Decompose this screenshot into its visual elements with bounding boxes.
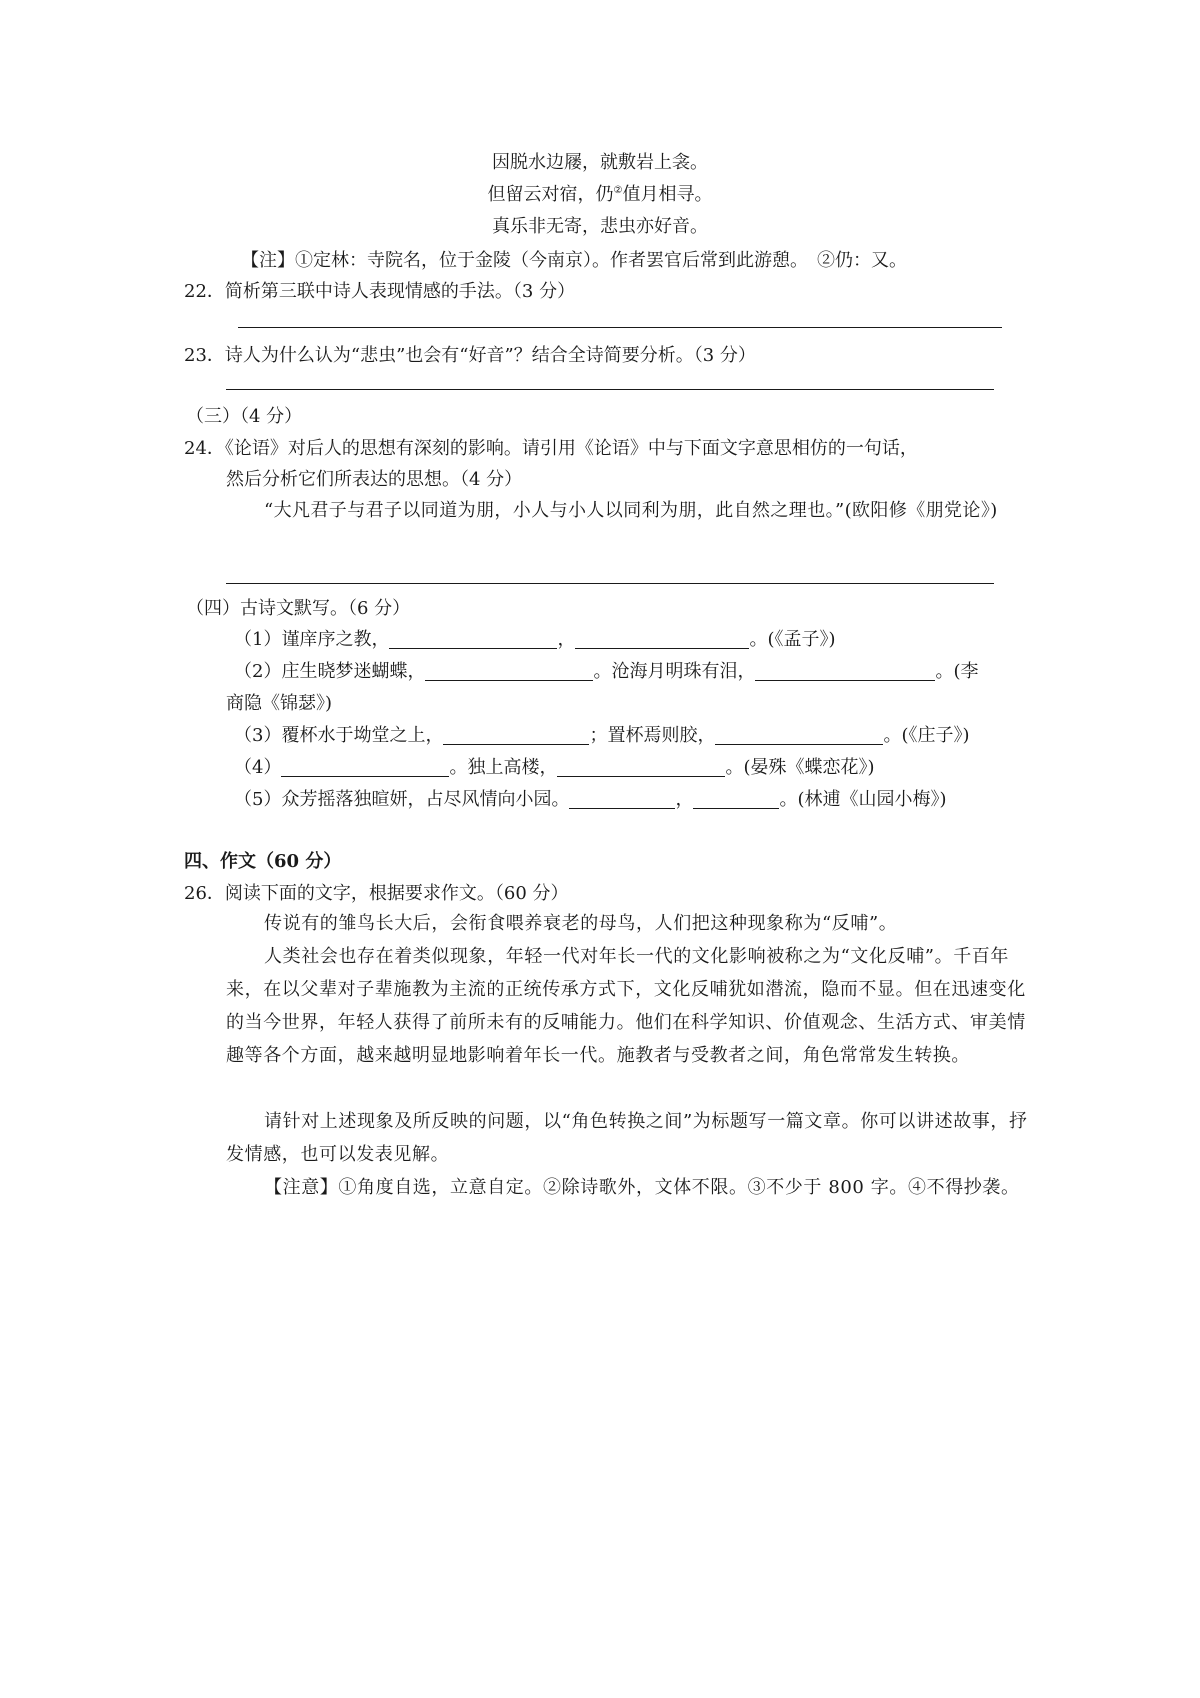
footnote-marker: ② bbox=[613, 185, 623, 196]
recite-item-2-cont: 商隐《锦瑟》) bbox=[226, 693, 333, 714]
question-24-line-2: 然后分析它们所表达的思想。（4 分） bbox=[226, 469, 523, 490]
recite-blank[interactable] bbox=[755, 658, 935, 681]
recite-blank[interactable] bbox=[389, 626, 557, 649]
recite-blank[interactable] bbox=[425, 658, 593, 681]
question-22: 22．简析第三联中诗人表现情感的手法。（3 分） bbox=[184, 281, 576, 302]
recite-item-3: （3）覆杯水于坳堂之上， ；置杯焉则胶， 。(《庄子》) bbox=[234, 720, 970, 752]
recite-item-5: （5）众芳摇落独暄妍，占尽风情向小园。 ， 。(林逋《山园小梅》) bbox=[234, 784, 947, 816]
essay-para-4: 【注意】①角度自选，立意自定。②除诗歌外，文体不限。③不少于 800 字。④不得抄袭。 bbox=[264, 1177, 1020, 1198]
recite-blank[interactable] bbox=[715, 722, 883, 745]
essay-para-1: 传说有的雏鸟长大后，会衔食喂养衰老的母鸟，人们把这种现象称为“反哺”。 bbox=[264, 913, 898, 934]
poem-line-1: 因脱水边屦，就敷岩上衾。 bbox=[492, 152, 708, 173]
essay-para-3: 请针对上述现象及所反映的问题，以“角色转换之间”为标题写一篇文章。你可以讲述故事，抒发情感，也可以发表见解。 bbox=[226, 1111, 1028, 1165]
poem-note: 【注】①定林：寺院名，位于金陵（今南京）。作者罢官后常到此游憩。 ②仍：又。 bbox=[241, 250, 907, 271]
question-23: 23．诗人为什么认为“悲虫”也会有“好音”？结合全诗简要分析。（3 分） bbox=[184, 345, 756, 366]
answer-line-24[interactable] bbox=[226, 583, 994, 584]
question-26: 26．阅读下面的文字，根据要求作文。（60 分） bbox=[184, 883, 569, 904]
recite-item-1: （1）谨庠序之教， ， 。(《孟子》) bbox=[234, 624, 836, 656]
recite-blank[interactable] bbox=[693, 786, 779, 809]
recite-item-4: （4） 。独上高楼， 。(晏殊《蝶恋花》) bbox=[234, 752, 875, 784]
answer-line-23[interactable] bbox=[226, 389, 994, 390]
recite-blank[interactable] bbox=[443, 722, 589, 745]
question-24-line-1: 24．《论语》对后人的思想有深刻的影响。请引用《论语》中与下面文字意思相仿的一句话， bbox=[184, 438, 918, 459]
poem-line-3: 真乐非无寄，悲虫亦好音。 bbox=[492, 216, 708, 237]
recite-blank[interactable] bbox=[575, 626, 749, 649]
section-4-heading: （四）古诗文默写。（6 分） bbox=[186, 598, 411, 619]
recite-blank[interactable] bbox=[557, 754, 725, 777]
answer-line-22[interactable] bbox=[238, 327, 1002, 328]
essay-para-2: 人类社会也存在着类似现象，年轻一代对年长一代的文化影响被称之为“文化反哺”。千百年来，在以父辈对子辈施教为主流的正统传承方式下，文化反哺犹如潜流，隐而不显。但在迅速变化的当今世界，年轻人获得了前所未有的反哺能力。他们在科学知识、价值观念、生活方式、审美情趣等各个方面，越来越明显地影响着年长一代。施教者与受教者之间，角色常常发生转换。 bbox=[226, 946, 1026, 1066]
poem bbox=[0, 147, 1200, 243]
recite-item-2: （2）庄生晓梦迷蝴蝶， 。沧海月明珠有泪， 。(李 bbox=[234, 656, 978, 688]
recite-blank[interactable] bbox=[281, 754, 449, 777]
question-24-quote: “大凡君子与君子以同道为朋，小人与小人以同利为朋，此自然之理也。”(欧阳修《朋党论》) bbox=[264, 500, 998, 521]
part-4-heading: 四、作文（60 分） bbox=[184, 851, 342, 872]
section-3-heading: （三）（4 分） bbox=[186, 406, 303, 427]
poem-line-2: 但留云对宿，仍②值月相寻。 bbox=[487, 184, 713, 205]
recite-blank[interactable] bbox=[569, 786, 675, 809]
